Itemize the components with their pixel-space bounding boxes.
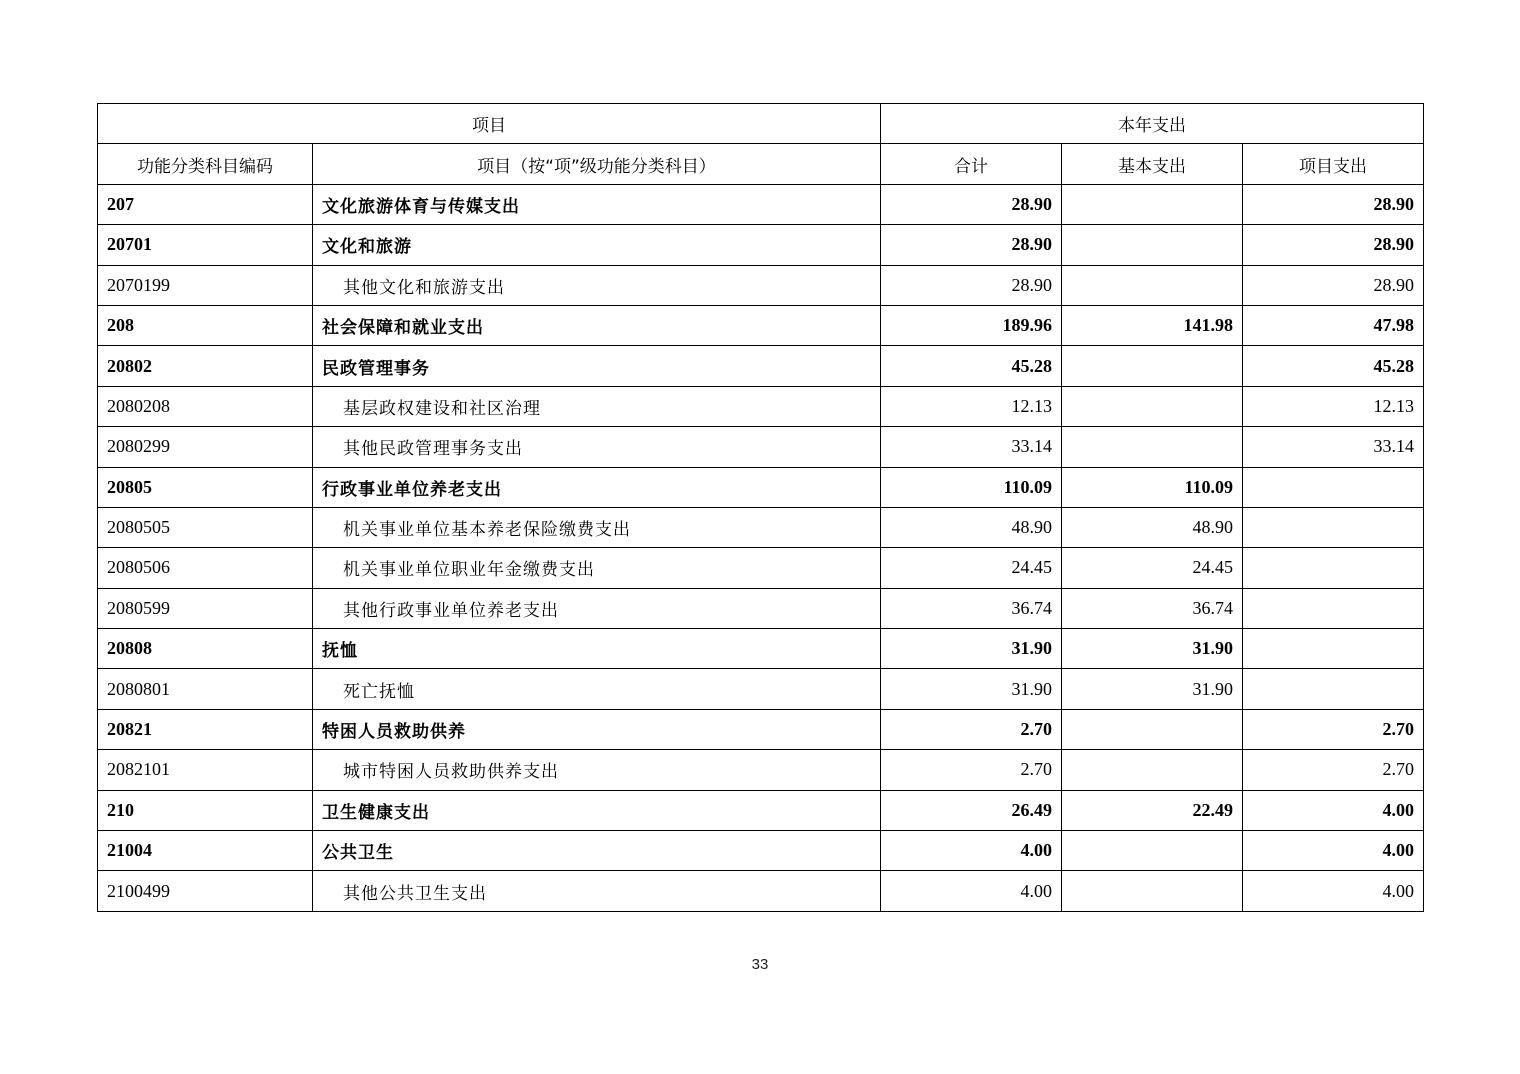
row-name: 公共卫生 [313, 831, 881, 871]
row-code: 2080801 [98, 669, 313, 709]
row-basic [1062, 184, 1243, 224]
row-project: 4.00 [1243, 790, 1424, 830]
row-total: 31.90 [881, 629, 1062, 669]
row-project: 28.90 [1243, 225, 1424, 265]
row-name: 其他公共卫生支出 [313, 871, 881, 911]
row-code: 208 [98, 305, 313, 345]
row-total: 31.90 [881, 669, 1062, 709]
row-total: 28.90 [881, 265, 1062, 305]
header-group-row [98, 104, 1424, 144]
row-project: 47.98 [1243, 305, 1424, 345]
row-name: 行政事业单位养老支出 [313, 467, 881, 507]
row-code: 2080506 [98, 548, 313, 588]
row-name: 文化旅游体育与传媒支出 [313, 184, 881, 224]
row-code: 2070199 [98, 265, 313, 305]
row-code: 2082101 [98, 750, 313, 790]
row-basic [1062, 225, 1243, 265]
row-code: 21004 [98, 831, 313, 871]
row-code: 20802 [98, 346, 313, 386]
row-name: 死亡抚恤 [313, 669, 881, 709]
row-code: 20805 [98, 467, 313, 507]
row-total: 2.70 [881, 709, 1062, 749]
row-project: 33.14 [1243, 427, 1424, 467]
row-basic [1062, 427, 1243, 467]
row-code: 20701 [98, 225, 313, 265]
row-code: 20821 [98, 709, 313, 749]
row-total: 189.96 [881, 305, 1062, 345]
row-basic: 31.90 [1062, 669, 1243, 709]
table-row [98, 184, 1424, 224]
row-code: 210 [98, 790, 313, 830]
row-total: 110.09 [881, 467, 1062, 507]
row-basic: 36.74 [1062, 588, 1243, 628]
row-name: 民政管理事务 [313, 346, 881, 386]
row-project: 2.70 [1243, 750, 1424, 790]
row-basic [1062, 871, 1243, 911]
row-project: 2.70 [1243, 709, 1424, 749]
header-group-expense: 本年支出 [881, 104, 1424, 144]
table-row [98, 386, 1424, 426]
page-number: 33 [751, 956, 769, 973]
table-row [98, 709, 1424, 749]
header-col-project: 项目支出 [1243, 144, 1424, 184]
row-code: 2080299 [98, 427, 313, 467]
row-project [1243, 669, 1424, 709]
header-col-basic: 基本支出 [1062, 144, 1243, 184]
row-name: 卫生健康支出 [313, 790, 881, 830]
table-row [98, 265, 1424, 305]
table-row [98, 629, 1424, 669]
row-total: 45.28 [881, 346, 1062, 386]
row-name: 其他行政事业单位养老支出 [313, 588, 881, 628]
row-total: 28.90 [881, 225, 1062, 265]
row-name: 机关事业单位职业年金缴费支出 [313, 548, 881, 588]
row-basic [1062, 750, 1243, 790]
table-row [98, 750, 1424, 790]
row-basic [1062, 346, 1243, 386]
row-total: 28.90 [881, 184, 1062, 224]
row-name: 其他民政管理事务支出 [313, 427, 881, 467]
table-row [98, 305, 1424, 345]
table-row [98, 831, 1424, 871]
table-row [98, 669, 1424, 709]
row-code: 2080599 [98, 588, 313, 628]
table-row [98, 588, 1424, 628]
header-column-row [98, 144, 1424, 184]
row-code: 20808 [98, 629, 313, 669]
row-total: 26.49 [881, 790, 1062, 830]
row-project: 45.28 [1243, 346, 1424, 386]
table-row [98, 346, 1424, 386]
row-project [1243, 588, 1424, 628]
table-row [98, 225, 1424, 265]
row-basic [1062, 265, 1243, 305]
row-project: 28.90 [1243, 184, 1424, 224]
row-basic [1062, 831, 1243, 871]
row-basic: 48.90 [1062, 507, 1243, 547]
expenditure-table [97, 103, 1424, 912]
row-basic: 31.90 [1062, 629, 1243, 669]
header-col-name: 项目（按“项”级功能分类科目） [313, 144, 881, 184]
row-total: 36.74 [881, 588, 1062, 628]
row-basic: 24.45 [1062, 548, 1243, 588]
table-row [98, 871, 1424, 911]
row-project: 4.00 [1243, 871, 1424, 911]
row-name: 社会保障和就业支出 [313, 305, 881, 345]
table-row [98, 427, 1424, 467]
header-col-total: 合计 [881, 144, 1062, 184]
table-body [98, 184, 1424, 911]
row-basic: 141.98 [1062, 305, 1243, 345]
row-project [1243, 629, 1424, 669]
row-name: 机关事业单位基本养老保险缴费支出 [313, 507, 881, 547]
table-row [98, 548, 1424, 588]
row-name: 其他文化和旅游支出 [313, 265, 881, 305]
row-total: 2.70 [881, 750, 1062, 790]
row-name: 城市特困人员救助供养支出 [313, 750, 881, 790]
row-total: 4.00 [881, 871, 1062, 911]
table-row [98, 790, 1424, 830]
row-name: 基层政权建设和社区治理 [313, 386, 881, 426]
row-name: 文化和旅游 [313, 225, 881, 265]
row-basic: 22.49 [1062, 790, 1243, 830]
header-group-item: 项目 [98, 104, 881, 144]
row-basic: 110.09 [1062, 467, 1243, 507]
row-name: 抚恤 [313, 629, 881, 669]
row-project: 28.90 [1243, 265, 1424, 305]
row-code: 2080208 [98, 386, 313, 426]
table-row [98, 467, 1424, 507]
row-code: 207 [98, 184, 313, 224]
row-basic [1062, 709, 1243, 749]
row-code: 2080505 [98, 507, 313, 547]
row-total: 24.45 [881, 548, 1062, 588]
row-total: 4.00 [881, 831, 1062, 871]
row-total: 12.13 [881, 386, 1062, 426]
row-project [1243, 467, 1424, 507]
table-header [98, 104, 1424, 185]
row-total: 48.90 [881, 507, 1062, 547]
row-basic [1062, 386, 1243, 426]
row-project: 12.13 [1243, 386, 1424, 426]
row-name: 特困人员救助供养 [313, 709, 881, 749]
table-row [98, 507, 1424, 547]
row-project: 4.00 [1243, 831, 1424, 871]
row-total: 33.14 [881, 427, 1062, 467]
row-code: 2100499 [98, 871, 313, 911]
header-col-code: 功能分类科目编码 [98, 144, 313, 184]
row-project [1243, 548, 1424, 588]
row-project [1243, 507, 1424, 547]
